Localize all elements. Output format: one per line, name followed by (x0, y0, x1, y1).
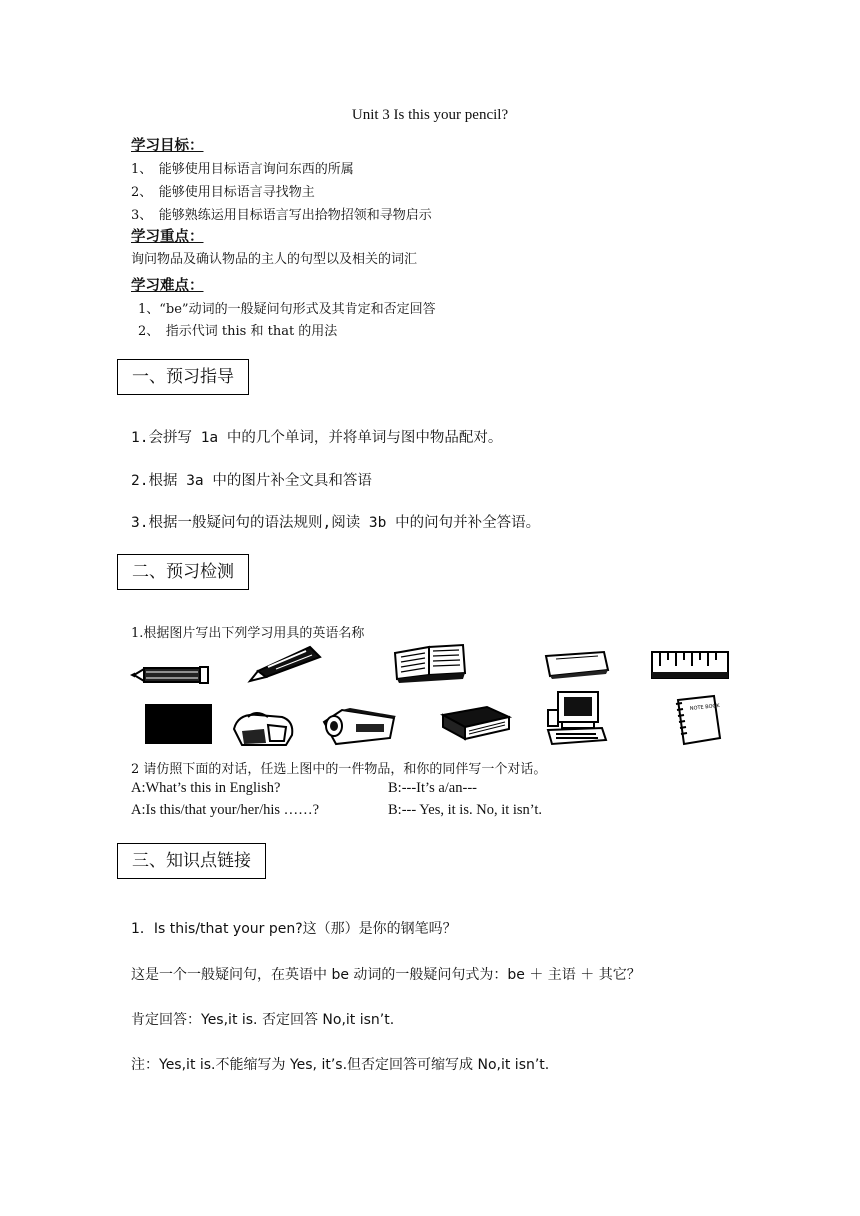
knowledge-line-4: 注：Yes,it is.不能缩写为 Yes, it’s.但否定回答可缩写成 No,it isn’t. (131, 1057, 550, 1073)
knowledge-line-3: 肯定回答：Yes,it is. 否定回答 No,it isn’t. (131, 1012, 395, 1028)
section2-title-box: 二、预习检测 (117, 554, 249, 590)
knowledge-line-1: 1．Is this/that your pen?这（那）是你的钢笔吗？ (131, 921, 457, 937)
open-book-icon (391, 641, 469, 683)
guide-item-1: 1.会拼写 1a 中的几个单词，并将单词与图中物品配对。 (131, 430, 503, 446)
eraser-icon (538, 648, 612, 680)
difficulty-item-2: 2、 指示代词 this 和 that 的用法 (138, 324, 338, 339)
key-points-text: 询问物品及确认物品的主人的句型以及相关的词汇 (131, 252, 418, 267)
objective-item-2: 2、 能够使用目标语言寻找物主 (131, 185, 315, 200)
key-points-heading: 学习重点： (131, 229, 204, 245)
dialog-a-1: A:What’s this in English? (131, 780, 281, 796)
page-title: Unit 3 Is this your pencil? (351, 107, 509, 123)
objectives-heading: 学习目标： (131, 138, 204, 154)
pen-icon (246, 643, 326, 685)
difficulty-item-1: 1、“be”动词的一般疑问句形式及其肯定和否定回答 (138, 302, 436, 317)
section2-question-1: 1.根据图片写出下列学习用具的英语名称 (131, 626, 365, 641)
ruler-icon (648, 648, 732, 682)
knowledge-line-2: 这是一个一般疑问句，在英语中 be 动词的一般疑问句式为：be ＋ 主语 ＋ 其它？ (131, 967, 641, 983)
pencil-box-icon (320, 704, 398, 746)
guide-item-3: 3.根据一般疑问句的语法规则,阅读 3b 中的问句并补全答语。 (131, 515, 541, 531)
guide-item-2: 2.根据 3a 中的图片补全文具和答语 (131, 473, 372, 489)
notebook-label: NOTE BOOK (689, 702, 721, 712)
notebook-icon (670, 694, 724, 746)
pencil-icon (128, 660, 210, 686)
backpack-icon (228, 707, 300, 749)
dictionary-icon (437, 703, 513, 743)
dialog-b-1: B:---It’s a/an--- (388, 780, 477, 796)
objective-item-1: 1、 能够使用目标语言询问东西的所属 (131, 162, 354, 177)
difficulties-heading: 学习难点： (131, 278, 204, 294)
section2-question-2: 2 请仿照下面的对话，任选上图中的一件物品，和你的同伴写一个对话。 (131, 762, 547, 777)
section1-title-box: 一、预习指导 (117, 359, 249, 395)
black-box-icon (145, 704, 212, 744)
section3-title-box: 三、知识点链接 (117, 843, 266, 879)
objective-item-3: 3、 能够熟练运用目标语言写出拾物招领和寻物启示 (131, 208, 432, 223)
dialog-a-2: A:Is this/that your/her/his ……? (131, 802, 320, 818)
dialog-b-2: B:--- Yes, it is. No, it isn’t. (388, 802, 543, 818)
computer-icon (544, 688, 608, 746)
